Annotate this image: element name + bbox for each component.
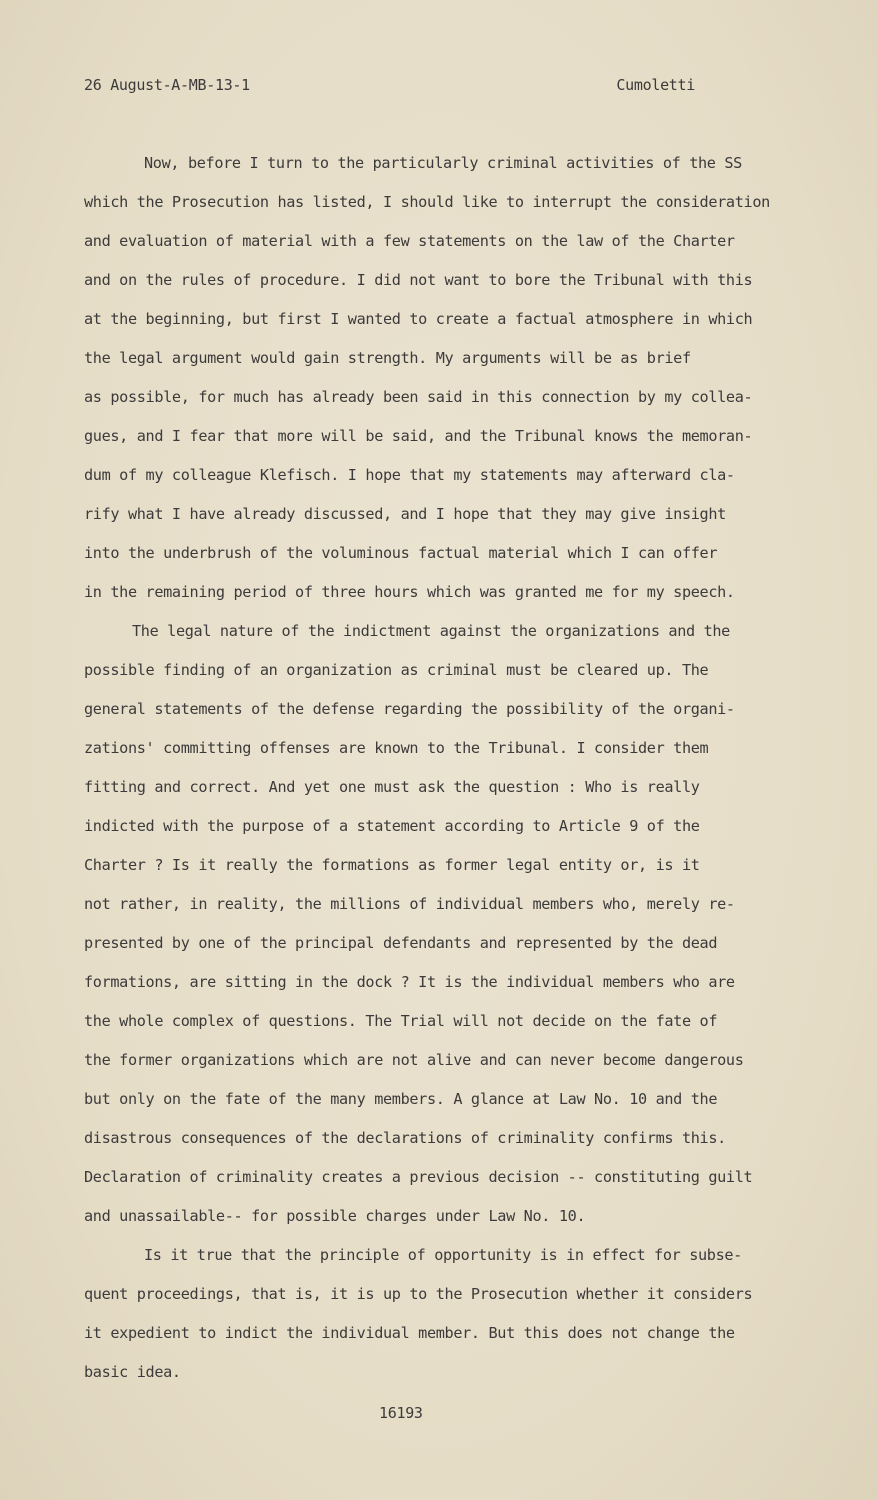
header-name: Cumoletti xyxy=(616,76,695,94)
text-line: dum of my colleague Klefisch. I hope that my statements may afterward cla- xyxy=(84,466,735,484)
text-line: formations, are sitting in the dock ? It is the individual members who are xyxy=(84,973,735,991)
text-line: it expedient to indict the individual member. But this does not change the xyxy=(84,1324,735,1342)
text-line: fitting and correct. And yet one must ask the question : Who is really xyxy=(84,778,700,796)
text-line: and on the rules of procedure. I did not want to bore the Tribunal with this xyxy=(84,271,753,289)
text-line: presented by one of the principal defendants and represented by the dead xyxy=(84,934,718,952)
text-line: and unassailable-- for possible charges under Law No. 10. xyxy=(84,1207,586,1225)
text-line: possible finding of an organization as criminal must be cleared up. The xyxy=(84,661,709,679)
text-line: the legal argument would gain strength. My arguments will be as brief xyxy=(84,349,691,367)
text-line: Now, before I turn to the particularly criminal activities of the SS xyxy=(144,154,742,172)
text-line: quent proceedings, that is, it is up to the Prosecution whether it considers xyxy=(84,1285,753,1303)
text-line: basic idea. xyxy=(84,1363,181,1381)
text-line: and evaluation of material with a few statements on the law of the Charter xyxy=(84,232,735,250)
text-line: general statements of the defense regarding the possibility of the organi- xyxy=(84,700,735,718)
text-line: the former organizations which are not alive and can never become dangerous xyxy=(84,1051,744,1069)
text-line: but only on the fate of the many members. A glance at Law No. 10 and the xyxy=(84,1090,718,1108)
text-line: in the remaining period of three hours which was granted me for my speech. xyxy=(84,583,735,601)
text-line: zations' committing offenses are known to the Tribunal. I consider them xyxy=(84,739,709,757)
text-line: Charter ? Is it really the formations as former legal entity or, is it xyxy=(84,856,700,874)
text-line: not rather, in reality, the millions of individual members who, merely re- xyxy=(84,895,735,913)
text-line: rify what I have already discussed, and I hope that they may give insight xyxy=(84,505,726,523)
page-number: 16193 xyxy=(379,1404,423,1422)
page-header xyxy=(84,76,695,98)
text-line: Is it true that the principle of opportunity is in effect for subse- xyxy=(144,1246,742,1264)
text-line: indicted with the purpose of a statement according to Article 9 of the xyxy=(84,817,700,835)
text-line: disastrous consequences of the declarations of criminality confirms this. xyxy=(84,1129,726,1147)
text-line: gues, and I fear that more will be said, and the Tribunal knows the memoran- xyxy=(84,427,753,445)
text-line: as possible, for much has already been said in this connection by my collea- xyxy=(84,388,753,406)
text-line: which the Prosecution has listed, I should like to interrupt the consideration xyxy=(84,193,770,211)
text-line: the whole complex of questions. The Trial will not decide on the fate of xyxy=(84,1012,718,1030)
text-line: at the beginning, but first I wanted to create a factual atmosphere in which xyxy=(84,310,753,328)
header-reference: 26 August-A-MB-13-1 xyxy=(84,76,250,94)
text-line: into the underbrush of the voluminous factual material which I can offer xyxy=(84,544,718,562)
text-line: Declaration of criminality creates a previous decision -- constituting guilt xyxy=(84,1168,753,1186)
transcript-body xyxy=(84,152,844,1400)
text-line: The legal nature of the indictment against the organizations and the xyxy=(132,622,730,640)
